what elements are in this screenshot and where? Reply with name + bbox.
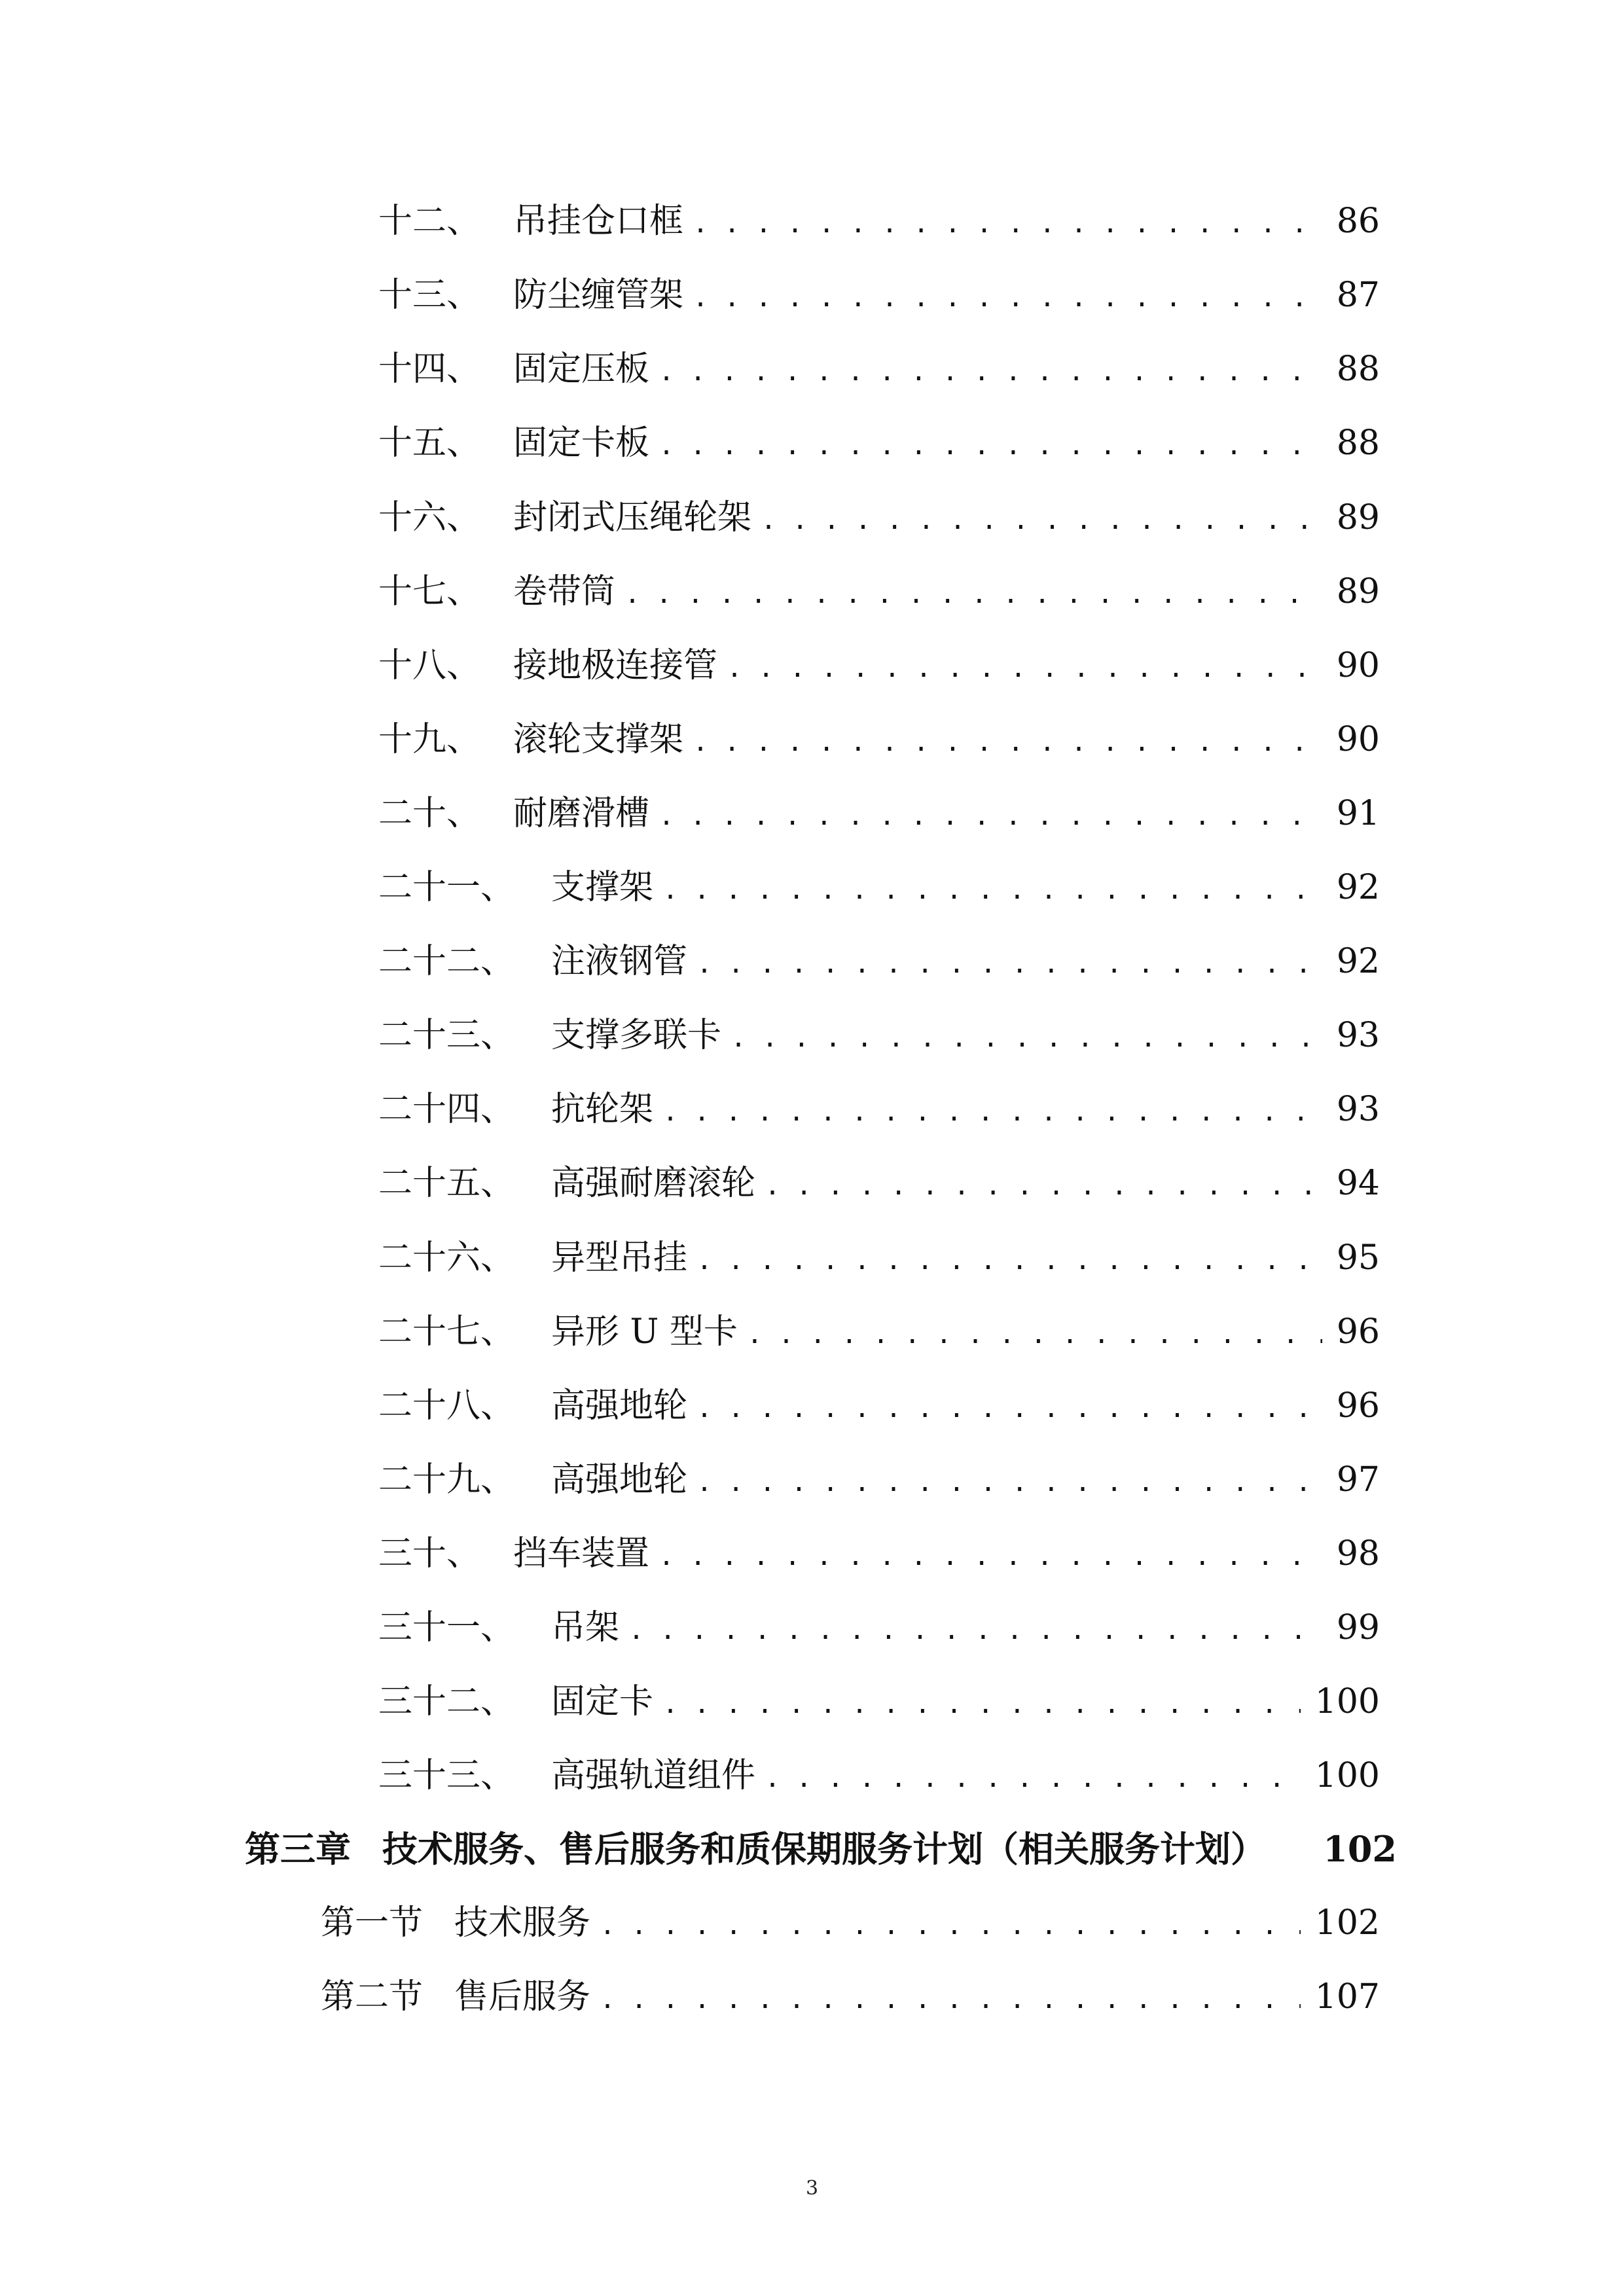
toc-entry-page: 93 bbox=[1336, 1016, 1380, 1055]
toc-entry-title: 异形 U 型卡 bbox=[551, 1312, 738, 1352]
toc-section[interactable] bbox=[321, 1900, 1380, 1946]
toc-entry-title: 滚轮支撑架 bbox=[513, 720, 684, 759]
section-title: 技术服务 bbox=[454, 1903, 591, 1943]
toc-entry-page: 88 bbox=[1336, 423, 1380, 463]
toc-entry-page: 91 bbox=[1336, 794, 1380, 833]
toc-entry-number: 十八、 bbox=[378, 646, 481, 685]
toc-entry-number: 二十三、 bbox=[378, 1016, 515, 1055]
toc-entry[interactable] bbox=[378, 1383, 1380, 1429]
toc-entry-title: 固定压板 bbox=[513, 350, 650, 389]
toc-entry[interactable] bbox=[378, 791, 1380, 836]
toc-entry-page: 90 bbox=[1336, 720, 1380, 759]
toc-chapter-heading[interactable] bbox=[245, 1826, 1397, 1872]
toc-entry[interactable] bbox=[378, 1160, 1380, 1206]
toc-entry-number: 十三、 bbox=[378, 276, 481, 315]
toc-entry[interactable] bbox=[378, 865, 1380, 910]
toc-entry-title: 支撑架 bbox=[551, 868, 654, 907]
toc-entry[interactable] bbox=[378, 1086, 1380, 1132]
toc-entry-number: 十二、 bbox=[378, 202, 481, 241]
toc-entry-title: 吊架 bbox=[551, 1608, 620, 1647]
toc-entry-number: 十六、 bbox=[378, 498, 481, 537]
toc-section[interactable] bbox=[321, 1974, 1380, 2020]
toc-entry[interactable] bbox=[378, 1753, 1380, 1799]
section-page: 107 bbox=[1314, 1977, 1380, 2017]
toc-entry-number: 十九、 bbox=[378, 720, 481, 759]
toc-entry-title: 高强轨道组件 bbox=[551, 1756, 756, 1795]
dot-leader bbox=[696, 1386, 1322, 1431]
toc-entry-page: 89 bbox=[1336, 572, 1380, 611]
toc-entry-title: 高强地轮 bbox=[551, 1460, 688, 1499]
toc-entry-page: 96 bbox=[1336, 1312, 1380, 1352]
toc-entry-number: 十五、 bbox=[378, 423, 481, 463]
dot-leader bbox=[628, 1607, 1322, 1653]
toc-entry-number: 二十、 bbox=[378, 794, 481, 833]
toc-entry-number: 二十一、 bbox=[378, 868, 515, 907]
dot-leader bbox=[693, 201, 1322, 247]
toc-entry-title: 支撑多联卡 bbox=[551, 1016, 722, 1055]
toc-entry-page: 97 bbox=[1336, 1460, 1380, 1499]
toc-entry[interactable] bbox=[378, 272, 1380, 318]
toc-entry-page: 89 bbox=[1336, 498, 1380, 537]
toc-entry[interactable] bbox=[378, 939, 1380, 984]
dot-leader bbox=[624, 571, 1322, 617]
section-number: 第一节 bbox=[321, 1903, 424, 1943]
page-number: 3 bbox=[805, 2177, 819, 2200]
toc-entry[interactable] bbox=[378, 717, 1380, 762]
toc-entry-page: 88 bbox=[1336, 350, 1380, 389]
dot-leader bbox=[696, 1460, 1322, 1505]
dot-leader bbox=[600, 1977, 1301, 2022]
toc-entry[interactable] bbox=[378, 1605, 1380, 1651]
dot-leader bbox=[693, 719, 1322, 765]
toc-entry-title: 异型吊挂 bbox=[551, 1238, 688, 1278]
toc-entry-page: 96 bbox=[1336, 1386, 1380, 1426]
toc-entry-title: 封闭式压绳轮架 bbox=[513, 498, 752, 537]
toc-entry-number: 十四、 bbox=[378, 350, 481, 389]
toc-entry[interactable] bbox=[378, 1235, 1380, 1281]
toc-entry-page: 92 bbox=[1336, 942, 1380, 981]
toc-entry-page: 90 bbox=[1336, 646, 1380, 685]
toc-entry-number: 二十五、 bbox=[378, 1164, 515, 1203]
toc-entry-page: 100 bbox=[1314, 1756, 1380, 1795]
dot-leader bbox=[747, 1312, 1322, 1357]
toc-entry-title: 高强耐磨滚轮 bbox=[551, 1164, 756, 1203]
toc-entry-title: 抗轮架 bbox=[551, 1090, 654, 1129]
dot-leader bbox=[662, 867, 1322, 913]
dot-leader bbox=[659, 423, 1322, 469]
toc-entry-number: 三十三、 bbox=[378, 1756, 515, 1795]
toc-entry-page: 98 bbox=[1336, 1534, 1380, 1573]
dot-leader bbox=[761, 497, 1322, 543]
chapter-page: 102 bbox=[1323, 1828, 1397, 1870]
toc-entry[interactable] bbox=[378, 346, 1380, 392]
toc-entry-number: 三十一、 bbox=[378, 1608, 515, 1647]
toc-entry-title: 高强地轮 bbox=[551, 1386, 688, 1426]
toc-entry-page: 87 bbox=[1336, 276, 1380, 315]
toc-entry[interactable] bbox=[378, 1013, 1380, 1058]
toc-entry-title: 吊挂仓口框 bbox=[513, 202, 684, 241]
section-number: 第二节 bbox=[321, 1977, 424, 2017]
toc-entry[interactable] bbox=[378, 1457, 1380, 1503]
dot-leader bbox=[600, 1903, 1301, 1948]
toc-entry[interactable] bbox=[378, 1679, 1380, 1725]
toc-entry[interactable] bbox=[378, 420, 1380, 466]
toc-entry-title: 注液钢管 bbox=[551, 942, 688, 981]
toc-entry-page: 93 bbox=[1336, 1090, 1380, 1129]
dot-leader bbox=[659, 793, 1322, 839]
toc-entry[interactable] bbox=[378, 495, 1380, 541]
toc-entry-number: 三十、 bbox=[378, 1534, 481, 1573]
toc-entry-page: 95 bbox=[1336, 1238, 1380, 1278]
dot-leader bbox=[693, 275, 1322, 321]
toc-entry-number: 二十七、 bbox=[378, 1312, 515, 1352]
toc-entry-number: 十七、 bbox=[378, 572, 481, 611]
dot-leader bbox=[731, 1015, 1322, 1061]
toc-entry-title: 卷带筒 bbox=[513, 572, 616, 611]
toc-entry[interactable] bbox=[378, 569, 1380, 615]
dot-leader bbox=[765, 1163, 1322, 1209]
toc-entry-page: 86 bbox=[1336, 202, 1380, 241]
dot-leader bbox=[659, 1534, 1322, 1579]
dot-leader bbox=[662, 1089, 1322, 1135]
toc-entry[interactable] bbox=[378, 1309, 1380, 1355]
dot-leader bbox=[662, 1681, 1301, 1727]
section-page: 102 bbox=[1314, 1903, 1380, 1943]
toc-entry[interactable] bbox=[378, 643, 1380, 689]
dot-leader bbox=[659, 349, 1322, 395]
toc-entry-title: 固定卡板 bbox=[513, 423, 650, 463]
toc-entry-number: 二十二、 bbox=[378, 942, 515, 981]
toc-entry-number: 二十八、 bbox=[378, 1386, 515, 1426]
dot-leader bbox=[696, 941, 1322, 987]
toc-entry-page: 92 bbox=[1336, 868, 1380, 907]
toc-entry[interactable] bbox=[378, 1531, 1380, 1577]
toc-entry-number: 二十九、 bbox=[378, 1460, 515, 1499]
toc-entry[interactable] bbox=[378, 198, 1380, 244]
dot-leader bbox=[765, 1755, 1301, 1801]
toc-entry-page: 99 bbox=[1336, 1608, 1380, 1647]
toc-entry-page: 100 bbox=[1314, 1682, 1380, 1721]
toc-entry-number: 二十四、 bbox=[378, 1090, 515, 1129]
chapter-title: 技术服务、售后服务和质保期服务计划（相关服务计划） bbox=[382, 1828, 1266, 1870]
chapter-number: 第三章 bbox=[245, 1828, 351, 1870]
dot-leader bbox=[727, 645, 1322, 691]
section-title: 售后服务 bbox=[454, 1977, 591, 2017]
toc-entry-number: 三十二、 bbox=[378, 1682, 515, 1721]
toc-entry-page: 94 bbox=[1336, 1164, 1380, 1203]
toc-entry-number: 二十六、 bbox=[378, 1238, 515, 1278]
toc-entry-title: 耐磨滑槽 bbox=[513, 794, 650, 833]
toc-entry-title: 挡车装置 bbox=[513, 1534, 650, 1573]
toc-entry-title: 防尘缠管架 bbox=[513, 276, 684, 315]
dot-leader bbox=[696, 1238, 1322, 1283]
toc-entry-title: 接地极连接管 bbox=[513, 646, 718, 685]
toc-entry-title: 固定卡 bbox=[551, 1682, 654, 1721]
